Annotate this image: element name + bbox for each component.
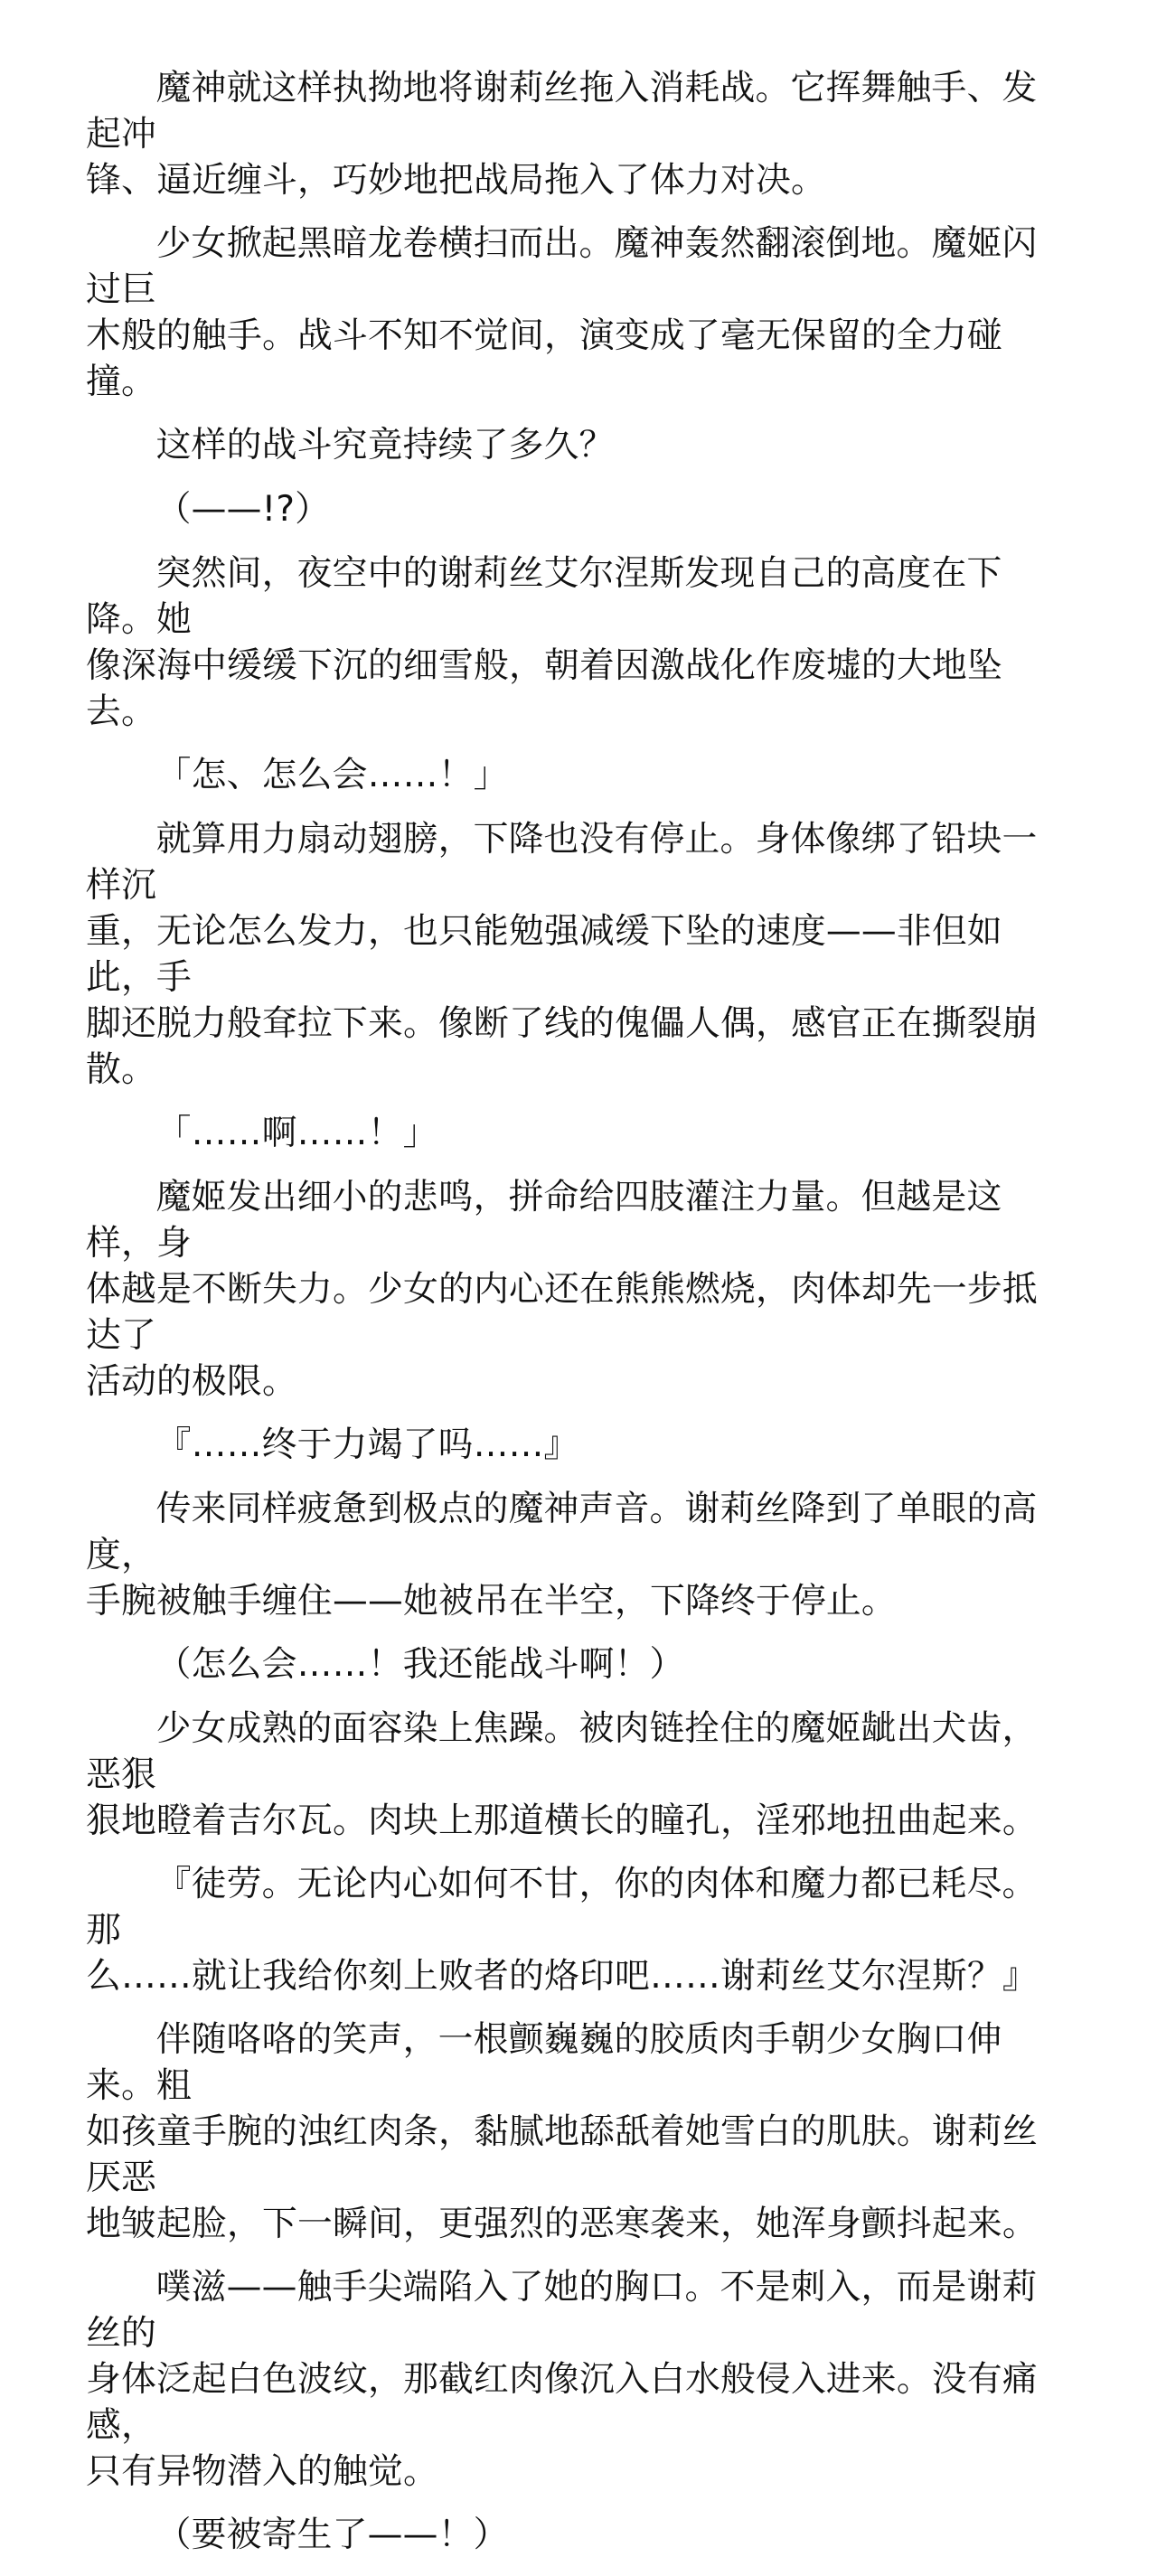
paragraph: 『徒劳。无论内心如何不甘，你的肉体和魔力都已耗尽。那 么……就让我给你刻上败者的烙印吧……谢莉丝艾尔涅斯？』 [86, 1864, 1038, 1997]
paragraph: （怎么会……！我还能战斗啊！） [155, 1644, 685, 1685]
paragraph: （——!?） [155, 489, 331, 530]
paragraph: 突然间，夜空中的谢莉丝艾尔涅斯发现自己的高度在下降。她 像深海中缓缓下沉的细雪般，朝着因激战化作废墟的大地坠去。 [86, 553, 1002, 732]
paragraph: 少女掀起黑暗龙卷横扫而出。魔神轰然翻滚倒地。魔姬闪过巨 木般的触手。战斗不知不觉间，演变成了毫无保留的全力碰撞。 [86, 223, 1038, 402]
paragraph: 这样的战斗究竟持续了多久？ [155, 425, 615, 465]
paragraph: 伴随咯咯的笑声，一根颤巍巍的胶质肉手朝少女胸口伸来。粗 如孩童手腕的浊红肉条，黏腻地舔舐着她雪白的肌肤。谢莉丝厌恶 地皱起脸，下一瞬间，更强烈的恶寒袭来，她浑身颤抖起来。 [86, 2019, 1038, 2244]
text-body [86, 65, 1069, 2576]
paragraph: 「……啊……！」 [155, 1113, 438, 1153]
paragraph: 『……终于力竭了吗……』 [155, 1424, 579, 1465]
paragraph: 少女成熟的面容染上焦躁。被肉链拴住的魔姬龇出犬齿，恶狠 狠地瞪着吉尔瓦。肉块上那道横长的瞳孔，淫邪地扭曲起来。 [86, 1708, 1038, 1841]
paragraph: （要被寄生了——！） [155, 2515, 509, 2555]
paragraph: 就算用力扇动翅膀，下降也没有停止。身体像绑了铅块一样沉 重，无论怎么发力，也只能勉强减缓下坠的速度——非但如此，手 脚还脱力般耷拉下来。像断了线的傀儡人偶，感官正在撕裂崩散。 [86, 819, 1038, 1090]
paragraph: 魔神就这样执拗地将谢莉丝拖入消耗战。它挥舞触手、发起冲 锋、逼近缠斗，巧妙地把战局拖入了体力对决。 [86, 68, 1038, 201]
paragraph: 噗滋——触手尖端陷入了她的胸口。不是刺入，而是谢莉丝的 身体泛起白色波纹，那截红肉像沉入白水般侵入进来。没有痛感， 只有异物潜入的触觉。 [86, 2267, 1038, 2492]
paragraph: 魔姬发出细小的悲鸣，拼命给四肢灌注力量。但越是这样，身 体越是不断失力。少女的内心还在熊熊燃烧，肉体却先一步抵达了 活动的极限。 [86, 1177, 1038, 1402]
paragraph: 「怎、怎么会……！」 [155, 755, 509, 795]
paragraph: 传来同样疲惫到极点的魔神声音。谢莉丝降到了单眼的高度， 手腕被触手缠住——她被吊在半空，下降终于停止。 [86, 1489, 1038, 1622]
